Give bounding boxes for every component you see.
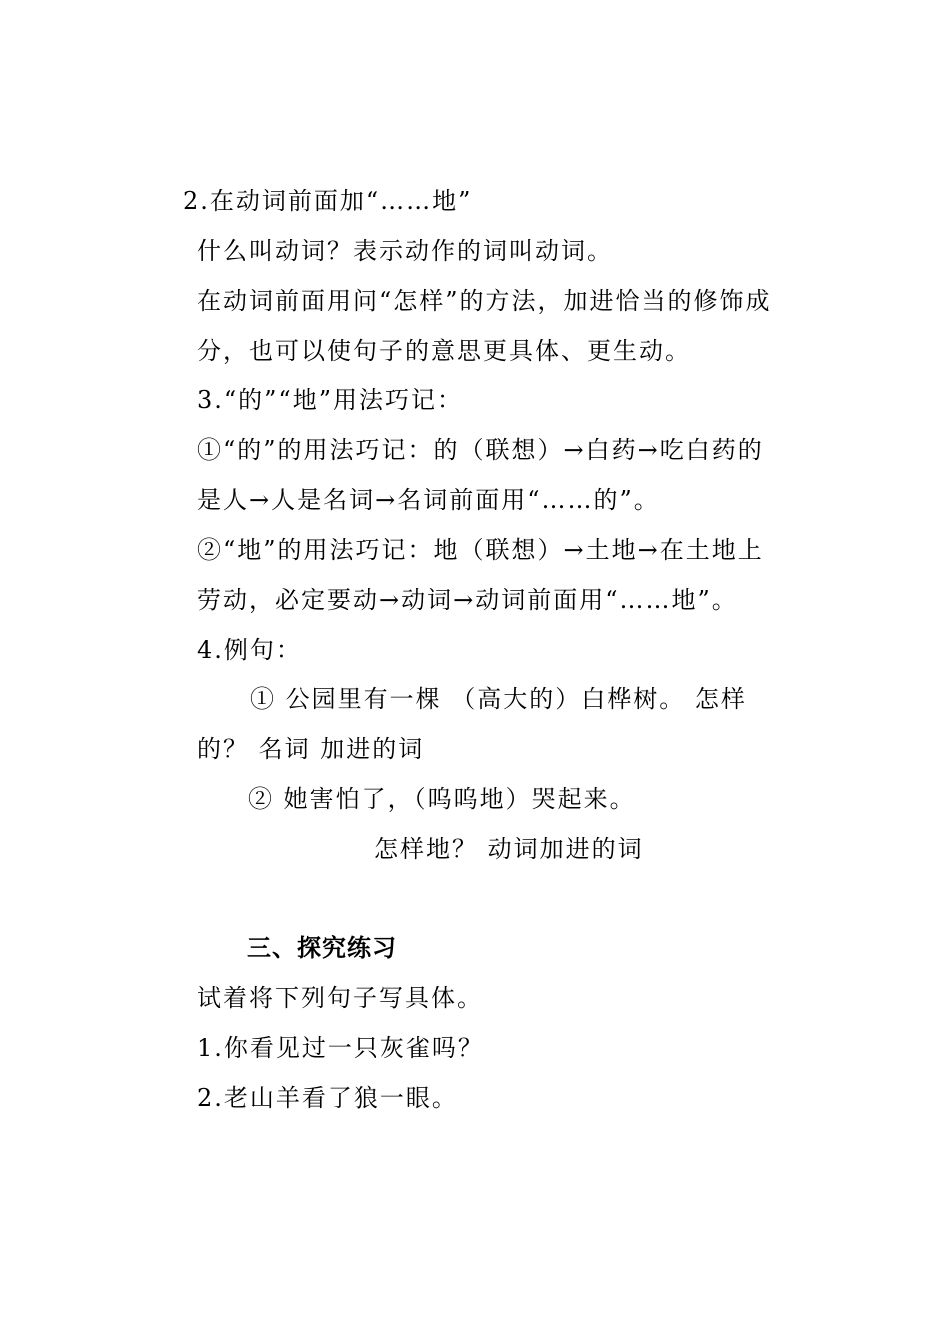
tip-de-line: 是人→人是名词→名词前面用“……的”。: [197, 486, 660, 514]
section-4-title: 4.例句：: [197, 636, 302, 664]
example-1-line: ① 公园里有一棵 （高大的）白桦树。 怎样: [250, 685, 747, 713]
example-1-annotation: 的？ 名词 加进的词: [197, 735, 425, 763]
practice-item: 2.老山羊看了狼一眼。: [197, 1084, 458, 1112]
tip-de-line: ①“的”的用法巧记：的（联想）→白药→吃白药的: [197, 436, 764, 464]
practice-intro: 试着将下列句子写具体。: [197, 984, 483, 1012]
part-3-heading: 三、探究练习: [247, 934, 397, 962]
section-2-title: 2.在动词前面加“……地”: [183, 187, 473, 215]
practice-item: 1.你看见过一只灰雀吗？: [197, 1034, 484, 1062]
section-2-text-line: 分，也可以使句子的意思更具体、更生动。: [197, 337, 691, 365]
example-2-annotation: 怎样地？ 动词加进的词: [374, 835, 644, 863]
tip-di-line: ②“地”的用法巧记：地（联想）→土地→在土地上: [197, 536, 764, 564]
tip-di-line: 劳动，必定要动→动词→动词前面用“……地”。: [197, 586, 738, 614]
section-2-text-line: 在动词前面用问“怎样”的方法，加进恰当的修饰成: [197, 287, 772, 315]
section-2-text-line: 什么叫动词？表示动作的词叫动词。: [197, 237, 613, 265]
section-3-title: 3.“的”“地”用法巧记：: [197, 386, 463, 414]
example-2-line: ② 她害怕了，（呜呜地）哭起来。: [248, 785, 636, 813]
